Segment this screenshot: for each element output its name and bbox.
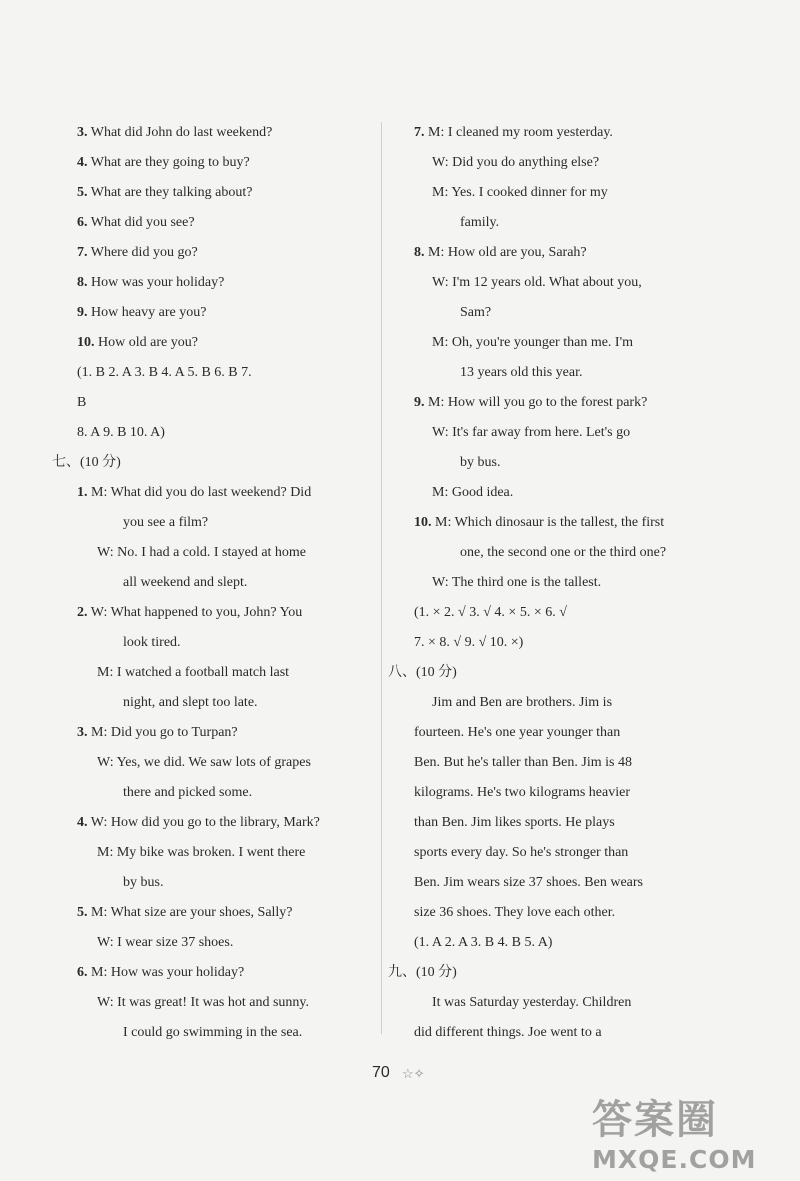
item-text: look tired.	[123, 635, 181, 650]
item-text: M: What did you do last weekend? Did	[91, 485, 312, 500]
item-text: How was your holiday?	[91, 275, 225, 290]
item-number: 6.	[77, 965, 88, 980]
item-number: 9.	[77, 305, 88, 320]
item-text: than Ben. Jim likes sports. He plays	[414, 815, 615, 830]
item-text: W: Yes, we did. We saw lots of grapes	[97, 755, 311, 770]
text-line	[388, 358, 718, 388]
text-line	[388, 208, 718, 238]
item-text: W: What happened to you, John? You	[90, 605, 303, 620]
text-line	[388, 118, 718, 148]
item-text: Ben. But he's taller than Ben. Jim is 48	[414, 755, 632, 770]
text-line	[388, 598, 718, 628]
item-text: 8. A 9. B 10. A)	[77, 425, 165, 440]
text-line	[52, 358, 377, 388]
text-line	[52, 988, 377, 1018]
item-text: M: How old are you, Sarah?	[428, 245, 587, 260]
item-text: M: Did you go to Turpan?	[91, 725, 238, 740]
text-line	[52, 838, 377, 868]
item-text: there and picked some.	[123, 785, 253, 800]
item-text: family.	[460, 215, 500, 230]
item-number: 4.	[77, 155, 88, 170]
text-line	[52, 748, 377, 778]
item-text: one, the second one or the third one?	[460, 545, 667, 560]
item-number: 10.	[414, 515, 432, 530]
text-line	[52, 298, 377, 328]
item-text: by bus.	[123, 875, 164, 890]
item-text: (1. B 2. A 3. B 4. A 5. B 6. B 7.	[77, 365, 252, 380]
text-line	[52, 868, 377, 898]
text-line	[388, 508, 718, 538]
text-line	[52, 238, 377, 268]
item-text: How old are you?	[98, 335, 198, 350]
column-divider	[381, 122, 382, 1034]
item-number: 2.	[77, 605, 88, 620]
text-line	[52, 148, 377, 178]
item-number: 7.	[414, 125, 425, 140]
item-number: 9.	[414, 395, 425, 410]
item-text: W: I wear size 37 shoes.	[97, 935, 234, 950]
text-line	[388, 478, 718, 508]
item-text: W: It's far away from here. Let's go	[432, 425, 631, 440]
item-text: did different things. Joe went to a	[414, 1025, 602, 1040]
text-line	[388, 868, 718, 898]
star-decoration-icon: ☆✧	[402, 1066, 425, 1081]
right-column	[388, 118, 718, 1048]
item-text: W: The third one is the tallest.	[432, 575, 602, 590]
text-line	[388, 538, 718, 568]
item-number: 7.	[77, 245, 88, 260]
item-text: 八、(10 分)	[388, 665, 457, 680]
text-line	[388, 388, 718, 418]
item-text: 7. × 8. √ 9. √ 10. ×)	[414, 635, 524, 650]
text-line	[52, 568, 377, 598]
text-line	[388, 148, 718, 178]
item-text: by bus.	[460, 455, 501, 470]
text-line	[52, 448, 377, 478]
item-text: M: I cleaned my room yesterday.	[428, 125, 613, 140]
item-number: 5.	[77, 185, 88, 200]
left-column	[52, 118, 377, 1048]
item-text: Where did you go?	[90, 245, 198, 260]
item-text: What did you see?	[90, 215, 195, 230]
text-line	[52, 178, 377, 208]
text-line	[52, 628, 377, 658]
item-text: W: How did you go to the library, Mark?	[90, 815, 320, 830]
watermark-logo	[592, 1088, 792, 1178]
item-text: B	[77, 395, 87, 410]
text-line	[388, 658, 718, 688]
item-text: Sam?	[460, 305, 492, 320]
item-text: you see a film?	[123, 515, 209, 530]
text-line	[52, 778, 377, 808]
watermark-url: MXQE.COM	[592, 1145, 757, 1174]
item-text: (1. A 2. A 3. B 4. B 5. A)	[414, 935, 553, 950]
text-line	[388, 568, 718, 598]
text-line	[52, 208, 377, 238]
text-line	[388, 628, 718, 658]
text-line	[388, 958, 718, 988]
text-line	[52, 688, 377, 718]
text-line	[52, 478, 377, 508]
item-text: 九、(10 分)	[388, 965, 457, 980]
text-line	[52, 928, 377, 958]
item-text: W: It was great! It was hot and sunny.	[97, 995, 310, 1010]
item-number: 10.	[77, 335, 95, 350]
text-line	[388, 178, 718, 208]
text-line	[388, 448, 718, 478]
item-number: 8.	[77, 275, 88, 290]
text-line	[388, 1018, 718, 1048]
text-line	[388, 988, 718, 1018]
text-line	[52, 958, 377, 988]
item-text: (1. × 2. √ 3. √ 4. × 5. × 6. √	[414, 605, 567, 620]
watermark-title: 答案圈	[592, 1097, 718, 1143]
text-line	[52, 718, 377, 748]
text-line	[52, 118, 377, 148]
item-text: What are they talking about?	[90, 185, 253, 200]
item-number: 3.	[77, 725, 88, 740]
item-text: size 36 shoes. They love each other.	[414, 905, 616, 920]
item-number: 6.	[77, 215, 88, 230]
text-line	[52, 658, 377, 688]
item-text: M: Which dinosaur is the tallest, the first	[435, 515, 665, 530]
item-text: all weekend and slept.	[123, 575, 248, 590]
item-number: 3.	[77, 125, 88, 140]
item-text: M: How was your holiday?	[91, 965, 245, 980]
text-line	[388, 778, 718, 808]
item-text: 七、(10 分)	[52, 455, 121, 470]
item-text: 13 years old this year.	[460, 365, 583, 380]
text-line	[388, 838, 718, 868]
item-text: I could go swimming in the sea.	[123, 1025, 303, 1040]
item-text: What did John do last weekend?	[90, 125, 273, 140]
item-text: M: Good idea.	[432, 485, 514, 500]
item-text: fourteen. He's one year younger than	[414, 725, 621, 740]
item-text: M: I watched a football match last	[97, 665, 290, 680]
item-text: M: Oh, you're younger than me. I'm	[432, 335, 634, 350]
page-number: 70	[372, 1064, 390, 1081]
item-text: It was Saturday yesterday. Children	[432, 995, 632, 1010]
text-line	[52, 418, 377, 448]
text-line	[52, 268, 377, 298]
item-text: kilograms. He's two kilograms heavier	[414, 785, 630, 800]
text-line	[52, 1018, 377, 1048]
text-line	[52, 328, 377, 358]
item-text: M: How will you go to the forest park?	[428, 395, 648, 410]
item-text: W: No. I had a cold. I stayed at home	[97, 545, 307, 560]
text-line	[388, 418, 718, 448]
text-line	[52, 388, 377, 418]
item-text: M: My bike was broken. I went there	[97, 845, 306, 860]
item-text: W: Did you do anything else?	[432, 155, 600, 170]
text-line	[52, 538, 377, 568]
text-line	[388, 748, 718, 778]
text-line	[52, 898, 377, 928]
text-line	[388, 928, 718, 958]
text-line	[52, 808, 377, 838]
text-line	[388, 298, 718, 328]
item-number: 4.	[77, 815, 88, 830]
item-text: What are they going to buy?	[90, 155, 250, 170]
text-line	[388, 688, 718, 718]
text-line	[388, 268, 718, 298]
text-line	[52, 598, 377, 628]
item-text: Jim and Ben are brothers. Jim is	[432, 695, 613, 710]
item-text: W: I'm 12 years old. What about you,	[432, 275, 642, 290]
item-text: M: Yes. I cooked dinner for my	[432, 185, 608, 200]
item-text: Ben. Jim wears size 37 shoes. Ben wears	[414, 875, 644, 890]
text-line	[388, 808, 718, 838]
item-number: 8.	[414, 245, 425, 260]
item-number: 5.	[77, 905, 88, 920]
text-line	[388, 328, 718, 358]
item-text: How heavy are you?	[91, 305, 207, 320]
item-text: M: What size are your shoes, Sally?	[91, 905, 293, 920]
text-line	[388, 718, 718, 748]
text-line	[52, 508, 377, 538]
text-line	[388, 898, 718, 928]
item-text: night, and slept too late.	[123, 695, 258, 710]
item-text: sports every day. So he's stronger than	[414, 845, 629, 860]
text-line	[388, 238, 718, 268]
item-number: 1.	[77, 485, 88, 500]
